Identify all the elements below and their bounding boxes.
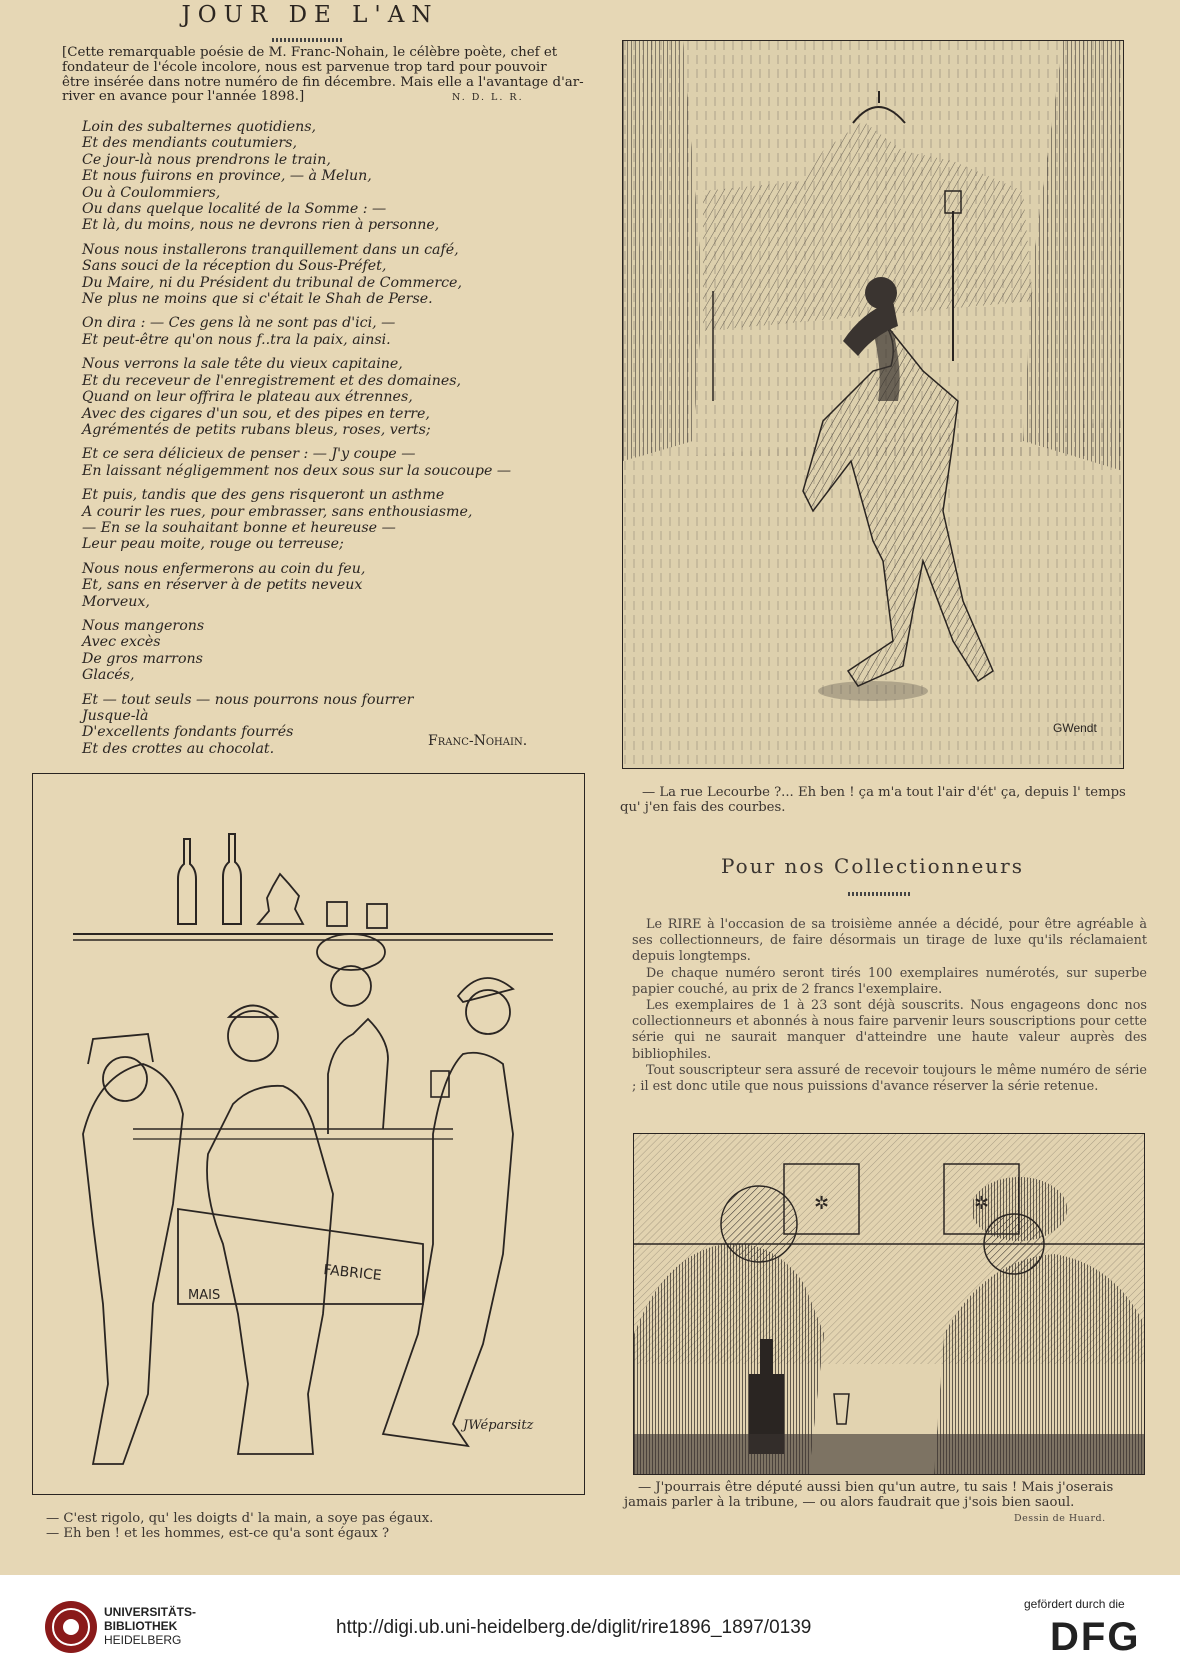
bar-sign-left: MAIS	[188, 1288, 221, 1303]
poem-line: Et, sans en réserver à de petits neveux	[82, 577, 363, 594]
collectors-paragraph: Tout souscripteur sera assuré de recevoir toujours le même numéro de série ; il est donc utile que nous puissions d'avance réserver la série retenue.	[632, 1062, 1147, 1095]
poem-line: Et peut-être qu'on nous f..tra la paix, ainsi.	[82, 331, 391, 348]
poem-line: Agrémentés de petits rubans bleus, roses, verts;	[82, 421, 431, 438]
bar-sign-right: FABRICE	[322, 1262, 383, 1285]
funding-note: gefördert durch die	[1024, 1597, 1125, 1611]
poem-line: Ou à Coulommiers,	[82, 184, 221, 201]
poem-line: Et des mendiants coutumiers,	[82, 135, 297, 152]
poem-line: Leur peau moite, rouge ou terreuse;	[82, 536, 344, 553]
title-ornament	[272, 38, 342, 42]
poem-line: Jusque-là	[82, 708, 149, 724]
library-name	[104, 1605, 196, 1647]
illustration-bar-scene	[32, 773, 585, 1495]
source-url-link[interactable]: http://digi.ub.uni-heidelberg.de/diglit/rire1896_1897/0139	[336, 1617, 812, 1638]
drawing-credit: Dessin de Huard.	[1014, 1513, 1106, 1524]
poem-line: Sans souci de la réception du Sous-Préfet,	[82, 258, 387, 275]
article-intro	[62, 46, 590, 105]
poem-line: Et des crottes au chocolat.	[82, 740, 275, 757]
collectors-paragraph: Le RIRE à l'occasion de sa troisième année a décidé, pour être agréable à ses collectionneurs, de faire désormais un tirage de luxe qu'ils réclamaient depuis longtemps.	[632, 917, 1147, 965]
university-seal-icon	[44, 1597, 98, 1657]
intro-line: fondateur de l'école incolore, nous est parvenue trop tard pour pouvoir	[62, 59, 547, 75]
collectors-paragraph: Les exemplaires de 1 à 23 sont déjà souscrits. Nous engageons donc nos collectionneurs et abonnés à nous faire parvenir leurs souscriptions pour cette série qui ne saurait manquer d'atteindre une haute valeur auprès des bibliophiles.	[632, 998, 1147, 1062]
top-illustration-artist: GWendt	[1053, 721, 1097, 735]
poem-stanza	[82, 119, 572, 234]
collectors-paragraph: De chaque numéro seront tirés 100 exemplaires numérotés, sur superbe papier couché, au prix de 2 francs l'exemplaire.	[632, 965, 1147, 997]
poem-line: A courir les rues, pour embrasser, sans enthousiasme,	[82, 503, 473, 520]
left-illustration-artist: JWéparsitz	[463, 1418, 534, 1433]
poem-line: Et puis, tandis que des gens risqueront un asthme	[82, 487, 445, 504]
poem-line: Nous verrons la sale tête du vieux capitaine,	[82, 356, 403, 373]
poem-line: Avec excès	[82, 634, 161, 651]
poem-line: Ne plus ne moins que si c'était le Shah de Perse.	[82, 291, 433, 308]
caption-line: qu' j'en fais des courbes.	[620, 799, 786, 815]
library-line: BIBLIOTHEK	[104, 1619, 178, 1633]
poem-line: On dira : — Ces gens là ne sont pas d'ici, —	[82, 315, 396, 332]
collectors-ornament	[848, 892, 910, 896]
poem-stanza	[82, 242, 572, 308]
poem-line: Ce jour-là nous prendrons le train,	[82, 151, 331, 168]
poem-line: Ou dans quelque localité de la Somme : —	[82, 201, 387, 218]
poem-line: Et nous fuirons en province, — à Melun,	[82, 168, 372, 185]
illustration-two-drinkers	[633, 1133, 1145, 1475]
poem-line: Nous nous enfermerons au coin du feu,	[82, 560, 366, 577]
poem-line: Et du receveur de l'enregistrement et des domaines,	[82, 372, 462, 389]
caption-line: — C'est rigolo, qu' les doigts d' la main, a soye pas égaux.	[46, 1511, 434, 1526]
digitization-footer	[0, 1575, 1180, 1677]
poem-line: Loin des subalternes quotidiens,	[82, 119, 317, 135]
poem-stanza	[82, 356, 572, 438]
editor-note-sign: N. D. L. R.	[452, 92, 524, 104]
poem-body	[82, 119, 572, 765]
caption-line: — Eh ben ! et les hommes, est-ce qu'a sont égaux ?	[46, 1525, 390, 1541]
collectors-body	[632, 917, 1147, 1095]
poem-stanza	[82, 446, 572, 479]
poem-line: Avec des cigares d'un sou, et des pipes en terre,	[82, 405, 430, 422]
bar-scene-drawing	[33, 774, 584, 1494]
poem-line: De gros marrons	[82, 650, 203, 667]
library-line: UNIVERSITÄTS-	[104, 1605, 197, 1619]
poem-line: D'excellents fondants fourrés	[82, 724, 294, 741]
illustration-drunk-man	[622, 40, 1124, 769]
collectors-title: Pour nos Collectionneurs	[721, 854, 1024, 878]
poem-line: Nous nous installerons tranquillement dans un café,	[82, 241, 459, 258]
poem-line: Et là, du moins, nous ne devrons rien à personne,	[82, 217, 440, 234]
bottom-illustration-caption	[624, 1481, 1149, 1510]
poem-line: Et ce sera délicieux de penser : — J'y coupe —	[82, 446, 416, 463]
poem-signature: Franc-Nohain.	[428, 733, 528, 749]
intro-line: river en avance pour l'année 1898.]	[62, 89, 305, 105]
article-title: JOUR DE L'AN	[181, 2, 439, 28]
poem-stanza	[82, 561, 572, 610]
poem-stanza	[82, 487, 572, 553]
ornament-icon: ✲	[814, 1193, 830, 1214]
poem-line: Nous mangerons	[82, 617, 205, 634]
caption-line: jamais parler à la tribune, — ou alors faudrait que j'sois bien saoul.	[624, 1494, 1075, 1510]
intro-line: être insérée dans notre numéro de fin décembre. Mais elle a l'avantage d'ar-	[62, 74, 584, 90]
intro-line: [Cette remarquable poésie de M. Franc-Nohain, le célèbre poète, chef et	[62, 45, 558, 60]
left-illustration-caption	[46, 1512, 586, 1541]
library-line: HEIDELBERG	[104, 1633, 182, 1647]
poem-line: Du Maire, ni du Président du tribunal de Commerce,	[82, 274, 462, 291]
dfg-logo: DFG	[1050, 1615, 1141, 1659]
poem-line: Quand on leur offrira le plateau aux étrennes,	[82, 389, 413, 406]
caption-line: — J'pourrais être député aussi bien qu'un autre, tu sais ! Mais j'oserais	[638, 1480, 1114, 1495]
caption-line: — La rue Lecourbe ?... Eh ben ! ça m'a tout l'air d'ét' ça, depuis l' temps	[642, 785, 1126, 800]
poem-line: Et — tout seuls — nous pourrons nous fourrer	[82, 691, 414, 708]
poem-line: Morveux,	[82, 593, 150, 610]
top-illustration-caption	[620, 786, 1140, 815]
poem-line: En laissant négligemment nos deux sous sur la soucoupe —	[82, 462, 512, 479]
drunk-man-drawing	[623, 41, 1123, 768]
poem-line: — En se la souhaitant bonne et heureuse —	[82, 519, 396, 536]
poem-stanza	[82, 618, 572, 684]
poem-line: Glacés,	[82, 667, 135, 684]
two-drinkers-drawing	[634, 1134, 1144, 1474]
poem-stanza	[82, 315, 572, 348]
